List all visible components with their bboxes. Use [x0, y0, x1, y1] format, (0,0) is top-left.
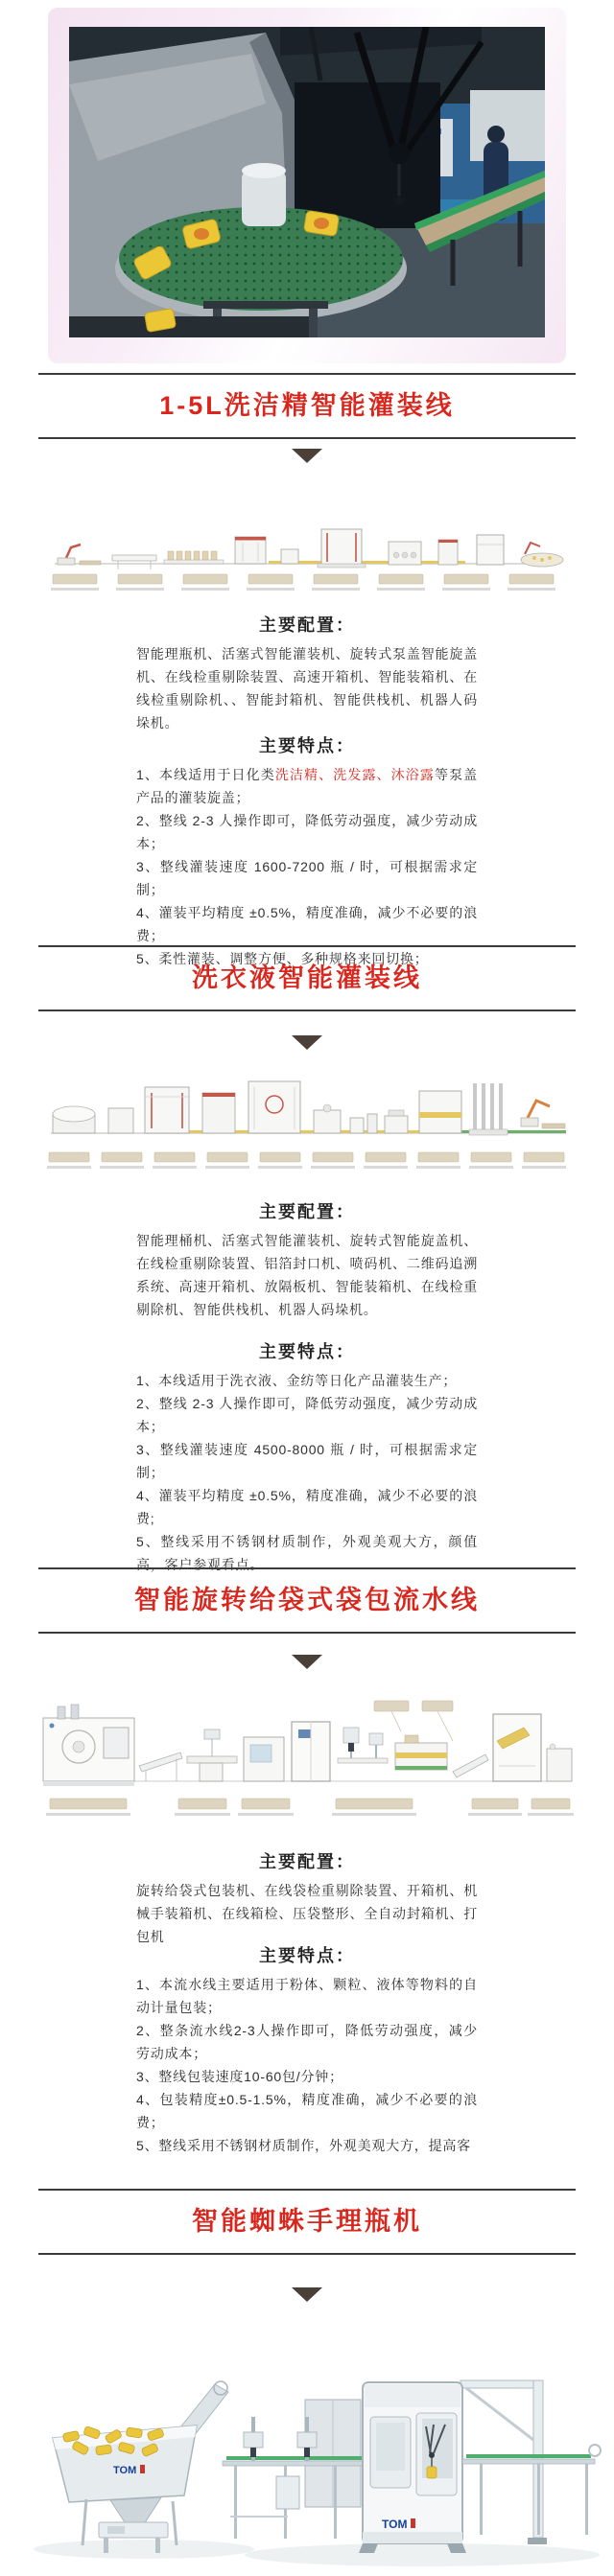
- section-header-4: [38, 2189, 576, 2255]
- features-list-2: [136, 1369, 478, 1576]
- highlighted-products: 洗洁精、洗发露、沐浴露: [274, 767, 435, 782]
- feature-item: 5、柔性灌装、调整方便、多种规格来回切换；: [136, 951, 429, 966]
- section-header-3: [38, 1567, 576, 1634]
- feature-item: 3、整线灌装速度 1600-7200 瓶 / 时，可根据需求定制；: [136, 859, 478, 897]
- production-line-diagram-2: [43, 1076, 571, 1173]
- section-header-2: [38, 945, 576, 1011]
- features-heading-1: 主要特点：: [259, 736, 355, 755]
- brand-logo-text: TOM: [113, 2465, 137, 2476]
- feature-item: 1、本线适用于日化类洗洁精、洗发露、沐浴露等泵盖产品的灌装旋盖；: [136, 767, 478, 805]
- feature-item: 5、整线采用不锈钢材质制作，外观美观大方，提高客: [136, 2138, 471, 2153]
- hero-photo-delta-robot: [69, 27, 545, 337]
- section-title-4: 智能蜘蛛手理瓶机: [192, 2207, 422, 2236]
- features-list-3: [136, 1973, 478, 2157]
- feature-item: 2、整线 2-3 人操作即可，降低劳动强度，减少劳动成本；: [136, 813, 478, 851]
- production-line-diagram-1: [43, 516, 571, 594]
- section-title-3: 智能旋转给袋式袋包流水线: [134, 1586, 480, 1614]
- feature-item: 4、包装精度±0.5-1.5%，精度准确，减少不必要的浪费；: [136, 2092, 478, 2130]
- machine-labels-row: [50, 1799, 570, 1809]
- feature-item: 2、整线 2-3 人操作即可，降低劳动强度，减少劳动成本；: [136, 1396, 478, 1434]
- divider: [38, 2253, 576, 2255]
- feature-item: 1、本线适用于洗衣液、金纺等日化产品灌装生产；: [136, 1373, 458, 1388]
- down-arrow-icon: [292, 2287, 322, 2302]
- bottle-unscrambler-photo: [0, 2325, 614, 2576]
- features-list-1: [136, 763, 478, 970]
- section-title-1: 1-5L洗洁精智能灌装线: [159, 391, 455, 420]
- hero-card: [48, 8, 566, 363]
- features-heading-3: 主要特点：: [259, 1946, 355, 1965]
- divider: [38, 1010, 576, 1011]
- feature-item: 5、整线采用不锈钢材质制作，外观美观大方，颜值高，客户参观看点。: [136, 1534, 478, 1572]
- feature-item: 2、整条流水线2-3人操作即可，降低劳动强度，减少劳动成本；: [136, 2023, 478, 2061]
- config-heading-2: 主要配置：: [259, 1202, 355, 1221]
- feature-item: 3、整线包装速度10-60包/分钟；: [136, 2069, 343, 2084]
- machine-labels-row: [53, 574, 554, 584]
- feature-item: 4、灌装平均精度 ±0.5%，精度准确，减少不必要的浪费;: [136, 1488, 478, 1526]
- feature-item: 4、灌装平均精度 ±0.5%，精度准确，减少不必要的浪费；: [136, 905, 478, 943]
- feature-item: 1、本流水线主要适用于粉体、颗粒、液体等物料的自动计量包装；: [136, 1977, 478, 2015]
- divider: [38, 1632, 576, 1634]
- config-heading-1: 主要配置：: [259, 615, 355, 635]
- production-line-diagram-3: [38, 1699, 576, 1825]
- config-heading-3: 主要配置：: [259, 1852, 355, 1871]
- brand-logo-text: TOM: [382, 2518, 408, 2531]
- config-text-3: 旋转给袋式包装机、在线袋检重剔除装置、开箱机、机械手装箱机、在线箱检、压袋整形、全自动封箱机、打包机: [136, 1883, 478, 1944]
- feature-item: 3、整线灌装速度 4500-8000 瓶 / 时，可根据需求定制；: [136, 1442, 478, 1480]
- down-arrow-icon: [292, 1655, 322, 1669]
- down-arrow-icon: [292, 1035, 322, 1050]
- section-header-1: [38, 373, 576, 439]
- features-heading-2: 主要特点：: [259, 1342, 355, 1361]
- config-text-2: 智能理桶机、活塞式智能灌装机、旋转式智能旋盖机、在线检重剔除装置、铝箔封口机、喷码机、二维码追溯系统、高速开箱机、放隔板机、智能装箱机、在线检重剔除机、智能供栈机、机器人码垛机。: [136, 1233, 478, 1317]
- machine-labels-row: [49, 1152, 564, 1162]
- config-text-1: 智能理瓶机、活塞式智能灌装机、旋转式泵盖智能旋盖机、在线检重剔除装置、高速开箱机、智能装箱机、在线检重剔除机、、智能封箱机、智能供栈机、机器人码垛机。: [136, 646, 478, 731]
- divider: [38, 437, 576, 439]
- section-title-2: 洗衣液智能灌装线: [192, 963, 422, 992]
- down-arrow-icon: [292, 449, 322, 463]
